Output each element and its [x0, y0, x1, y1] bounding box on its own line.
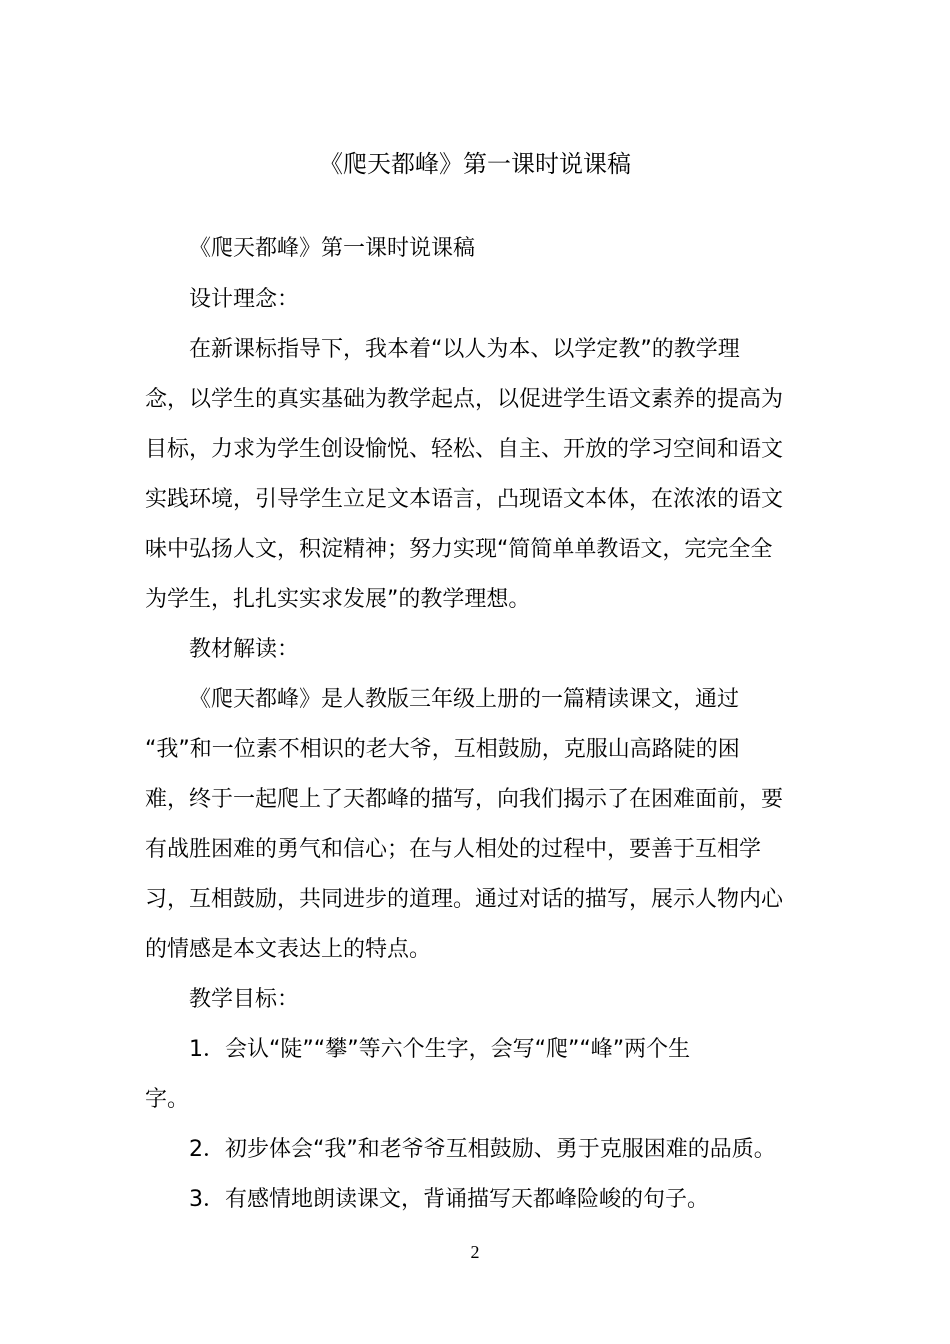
material-line: 习，互相鼓励，共同进步的道理。通过对话的描写，展示人物内心: [145, 887, 784, 912]
design-line: 味中弘扬人文，积淀精神；努力实现“简简单单教语文，完完全全: [145, 537, 773, 562]
section-heading-design: 设计理念：: [189, 287, 300, 312]
section-heading-material: 教材解读：: [189, 637, 300, 662]
design-line: 念，以学生的真实基础为教学起点，以促进学生语文素养的提高为: [145, 387, 784, 412]
page-number: 2: [470, 1242, 480, 1262]
material-line: 有战胜困难的勇气和信心；在与人相处的过程中，要善于互相学: [145, 837, 762, 862]
material-line: “我”和一位素不相识的老大爷，互相鼓励，克服山高路陡的困: [145, 737, 740, 762]
design-line: 在新课标指导下，我本着“以人为本、以学定教”的教学理: [189, 337, 740, 362]
section-heading-goals: 教学目标：: [189, 987, 300, 1012]
design-line: 实践环境，引导学生立足文本语言，凸现语文本体，在浓浓的语文: [145, 487, 784, 512]
goal-item-1: 1．会认“陡”“攀”等六个生字，会写“爬”“峰”两个生: [189, 1037, 691, 1062]
subtitle: 《爬天都峰》第一课时说课稿: [189, 236, 476, 261]
goal-item-1-continued: 字。: [145, 1087, 190, 1112]
material-line: 的情感是本文表达上的特点。: [145, 937, 432, 962]
design-line: 目标，力求为学生创设愉悦、轻松、自主、开放的学习空间和语文: [145, 437, 784, 462]
goal-item-2: 2．初步体会“我”和老爷爷互相鼓励、勇于克服困难的品质。: [189, 1137, 776, 1162]
goal-item-3: 3．有感情地朗读课文，背诵描写天都峰险峻的句子。: [189, 1187, 709, 1212]
design-line: 为学生，扎扎实实求发展”的教学理想。: [145, 587, 531, 612]
document-title: 《爬天都峰》第一课时说课稿: [319, 150, 631, 178]
material-line: 难，终于一起爬上了天都峰的描写，向我们揭示了在困难面前，要: [145, 787, 784, 812]
material-line: 《爬天都峰》是人教版三年级上册的一篇精读课文，通过: [189, 687, 740, 712]
